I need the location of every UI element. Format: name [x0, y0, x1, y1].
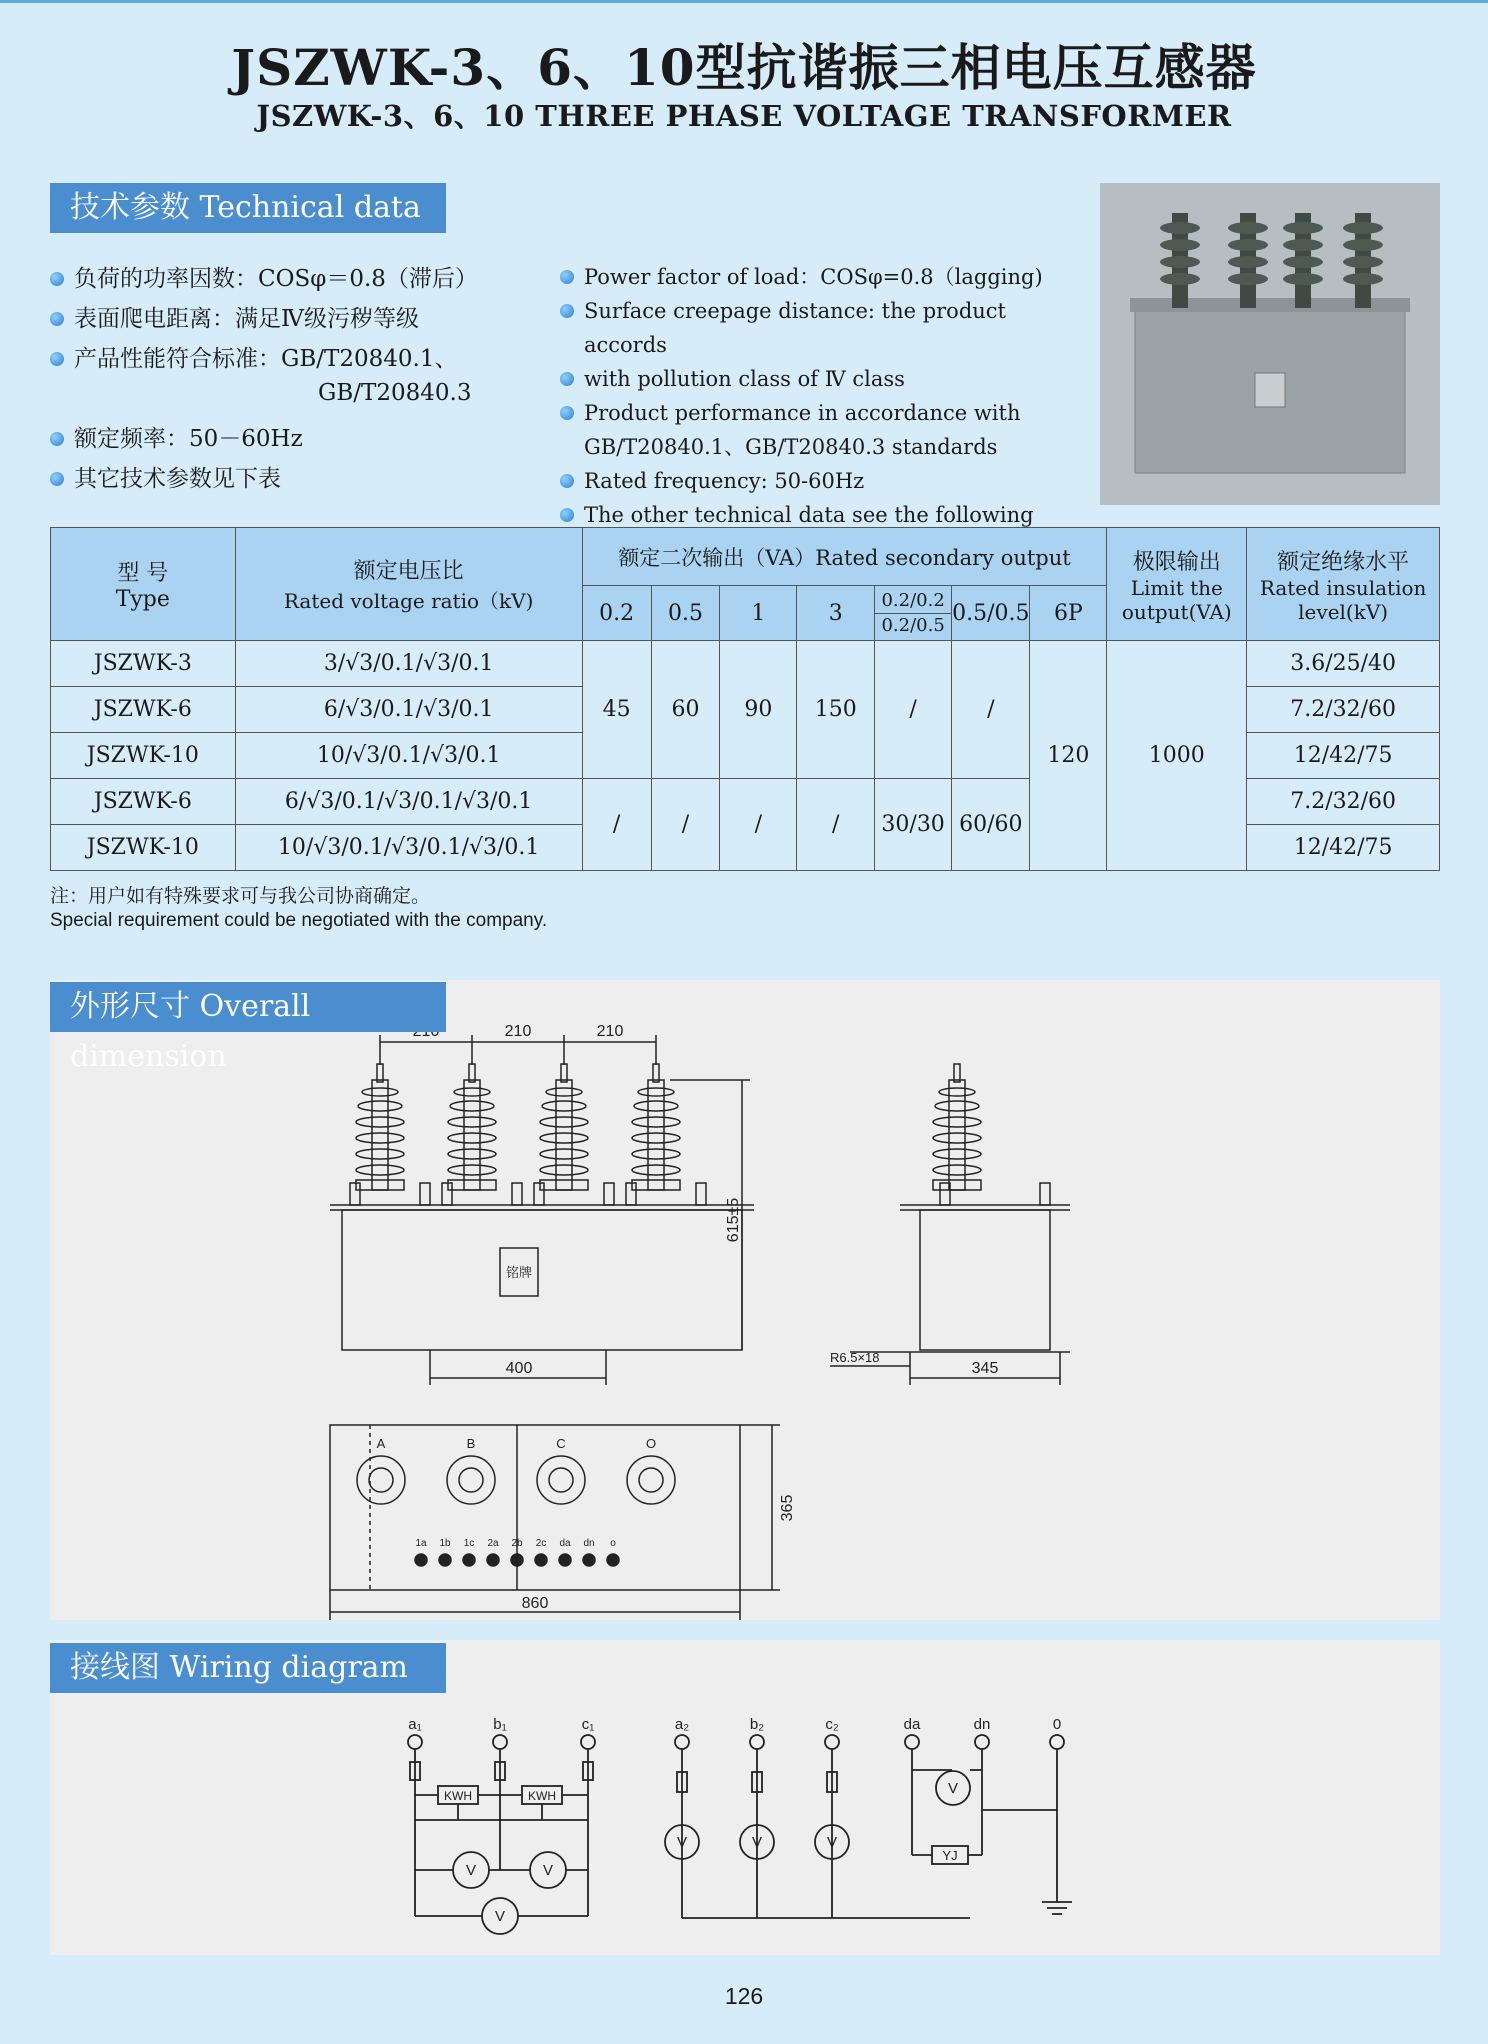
voltmeter-label: V [676, 1834, 688, 1851]
cell-type: JSZWK-10 [51, 733, 236, 779]
bullet-icon [560, 406, 574, 420]
cell-output: 150 [797, 641, 875, 779]
cell-insulation: 7.2/32/60 [1247, 687, 1440, 733]
cell-insulation: 12/42/75 [1247, 825, 1440, 871]
cell-output: 60/60 [952, 779, 1030, 871]
terminal-c2: c₂ [825, 1716, 839, 1733]
terminal-c1: c₁ [581, 1716, 595, 1733]
bullet-icon [50, 352, 64, 366]
section-header-dimension: 外形尺寸 Overall dimension [50, 982, 446, 1032]
cell-type: JSZWK-6 [51, 779, 236, 825]
terminal-dn: dn [973, 1716, 991, 1733]
list-item: Power factor of load：COSφ=0.8（lagging) [560, 260, 1090, 294]
phase-label: A [376, 1436, 386, 1451]
nameplate-label: 铭牌 [505, 1265, 533, 1280]
dim-pitch-3: 210 [596, 1023, 624, 1040]
dim-total: 860 [521, 1595, 549, 1612]
list-item: The other technical data see the following [560, 498, 1090, 566]
cell-output: / [720, 779, 797, 871]
list-item: Surface creepage distance: the product accords [560, 294, 1090, 362]
table-note [50, 885, 547, 933]
dim-hole: R6.5×18 [830, 1350, 880, 1365]
terminal-label: dn [583, 1538, 595, 1549]
bullet-icon [560, 508, 574, 522]
cell-insulation: 12/42/75 [1247, 733, 1440, 779]
terminal-label: 2b [511, 1538, 523, 1549]
page-title: JSZWK-3、6、10型抗谐振三相电压互感器 [231, 38, 1257, 97]
terminal-label: da [559, 1538, 571, 1549]
english-spec-list [560, 260, 1090, 566]
terminal-da: da [903, 1716, 921, 1733]
section-header-wiring: 接线图 Wiring diagram [50, 1643, 446, 1693]
cell-ratio: 10/√3/0.1/√3/0.1/√3/0.1 [235, 825, 582, 871]
dim-height: 615±5 [725, 1197, 742, 1243]
terminal-label: o [610, 1538, 616, 1549]
voltmeter-label: V [751, 1834, 763, 1851]
note-english: Special requirement could be negotiated with the company. [50, 910, 548, 931]
top-rule [0, 0, 1488, 3]
dimension-panel [50, 980, 1440, 1620]
list-item: Product performance in accordance with [560, 396, 1090, 430]
bullet-icon [560, 474, 574, 488]
table-row [51, 641, 1440, 687]
header-type: 型 号 Type [51, 528, 236, 641]
list-item: 产品性能符合标准：GB/T20840.1、 [50, 342, 550, 376]
phase-label: B [466, 1436, 476, 1451]
class-0.5-0.5: 0.5/0.5 [952, 586, 1030, 641]
phase-label: O [645, 1436, 657, 1451]
terminal-label: 1a [415, 1538, 427, 1549]
bullet-icon [560, 304, 574, 318]
phase-label: C [556, 1436, 566, 1451]
list-item-continuation: GB/T20840.1、GB/T20840.3 standards [584, 435, 998, 459]
class-0.2: 0.2 [582, 586, 651, 641]
voltmeter-label: V [465, 1862, 477, 1879]
cell-output: 30/30 [875, 779, 952, 871]
terminal-label: 2c [535, 1538, 547, 1549]
voltmeter-label: V [826, 1834, 838, 1851]
list-item: 其它技术参数见下表 [50, 462, 550, 496]
list-item-continuation: GB/T20840.3 [318, 380, 472, 406]
cell-output: 60 [651, 641, 720, 779]
bullet-icon [50, 472, 64, 486]
header-ratio: 额定电压比 Rated voltage ratio（kV) [235, 528, 582, 641]
header-secondary-output: 额定二次输出（VA）Rated secondary output [582, 528, 1107, 586]
technical-data-table [50, 527, 1440, 871]
terminal-b1: b₁ [493, 1716, 507, 1733]
header-limit-output: 极限输出 Limit the output(VA) [1107, 528, 1247, 641]
list-item: 负荷的功率因数：COSφ＝0.8（滞后） [50, 262, 550, 296]
bullet-icon [560, 372, 574, 386]
note-chinese: 注：用户如有特殊要求可与我公司协商确定。 [50, 886, 431, 907]
relay-label: YJ [942, 1848, 958, 1863]
voltmeter-label: V [542, 1862, 554, 1879]
terminal-0: 0 [1052, 1716, 1062, 1733]
cell-output: 45 [582, 641, 651, 779]
terminal-label: 1c [463, 1538, 475, 1549]
cell-output: / [952, 641, 1030, 779]
dim-depth: 365 [779, 1494, 796, 1522]
cell-output: / [797, 779, 875, 871]
kwh-meter-label: KWH [444, 1789, 472, 1803]
dim-pitch-2: 210 [504, 1023, 532, 1040]
class-6p: 6P [1030, 586, 1107, 641]
dim-side-width: 345 [971, 1360, 999, 1377]
cell-type: JSZWK-3 [51, 641, 236, 687]
page-subtitle: JSZWK-3、6、10 THREE PHASE VOLTAGE TRANSFORMER [256, 99, 1232, 133]
class-3: 3 [797, 586, 875, 641]
cell-ratio: 3/√3/0.1/√3/0.1 [235, 641, 582, 687]
bullet-icon [560, 270, 574, 284]
terminal-a1: a₁ [408, 1716, 422, 1733]
dim-base-front: 400 [505, 1360, 533, 1377]
terminal-label: 2a [487, 1538, 499, 1549]
cell-ratio: 10/√3/0.1/√3/0.1 [235, 733, 582, 779]
dimension-drawing [50, 980, 1440, 1620]
list-item: 表面爬电距离：满足Ⅳ级污秽等级 [50, 302, 550, 336]
list-item: 额定频率：50－60Hz [50, 422, 550, 456]
bullet-icon [50, 312, 64, 326]
class-0.5: 0.5 [651, 586, 720, 641]
product-photo [1100, 183, 1440, 505]
section-header-technical: 技术参数 Technical data [50, 183, 446, 233]
cell-output: 90 [720, 641, 797, 779]
cell-insulation: 3.6/25/40 [1247, 641, 1440, 687]
page-number: 126 [724, 1983, 764, 2009]
header-insulation: 额定绝缘水平 Rated insulation level(kV) [1247, 528, 1440, 641]
cell-output: / [582, 779, 651, 871]
bullet-icon [50, 272, 64, 286]
terminal-label: 1b [439, 1538, 451, 1549]
cell-ratio: 6/√3/0.1/√3/0.1 [235, 687, 582, 733]
class-1: 1 [720, 586, 797, 641]
kwh-meter-label: KWH [528, 1789, 556, 1803]
terminal-b2: b₂ [749, 1716, 765, 1733]
voltmeter-label: V [494, 1908, 506, 1925]
cell-ratio: 6/√3/0.1/√3/0.1/√3/0.1 [235, 779, 582, 825]
voltmeter-label: V [947, 1780, 959, 1797]
list-item: with pollution class of Ⅳ class [560, 362, 1090, 396]
list-item: Rated frequency: 50-60Hz [560, 464, 1090, 498]
chinese-spec-list [50, 262, 550, 496]
cell-6p: 120 [1030, 641, 1107, 871]
transformer-photo-illustration [1100, 183, 1440, 505]
bullet-icon [50, 432, 64, 446]
cell-type: JSZWK-10 [51, 825, 236, 871]
terminal-a2: a₂ [674, 1716, 690, 1733]
cell-type: JSZWK-6 [51, 687, 236, 733]
cell-output: / [651, 779, 720, 871]
cell-output: / [875, 641, 952, 779]
class-dual: 0.2/0.2 0.2/0.5 [875, 586, 952, 641]
cell-insulation: 7.2/32/60 [1247, 779, 1440, 825]
cell-limit: 1000 [1107, 641, 1247, 871]
